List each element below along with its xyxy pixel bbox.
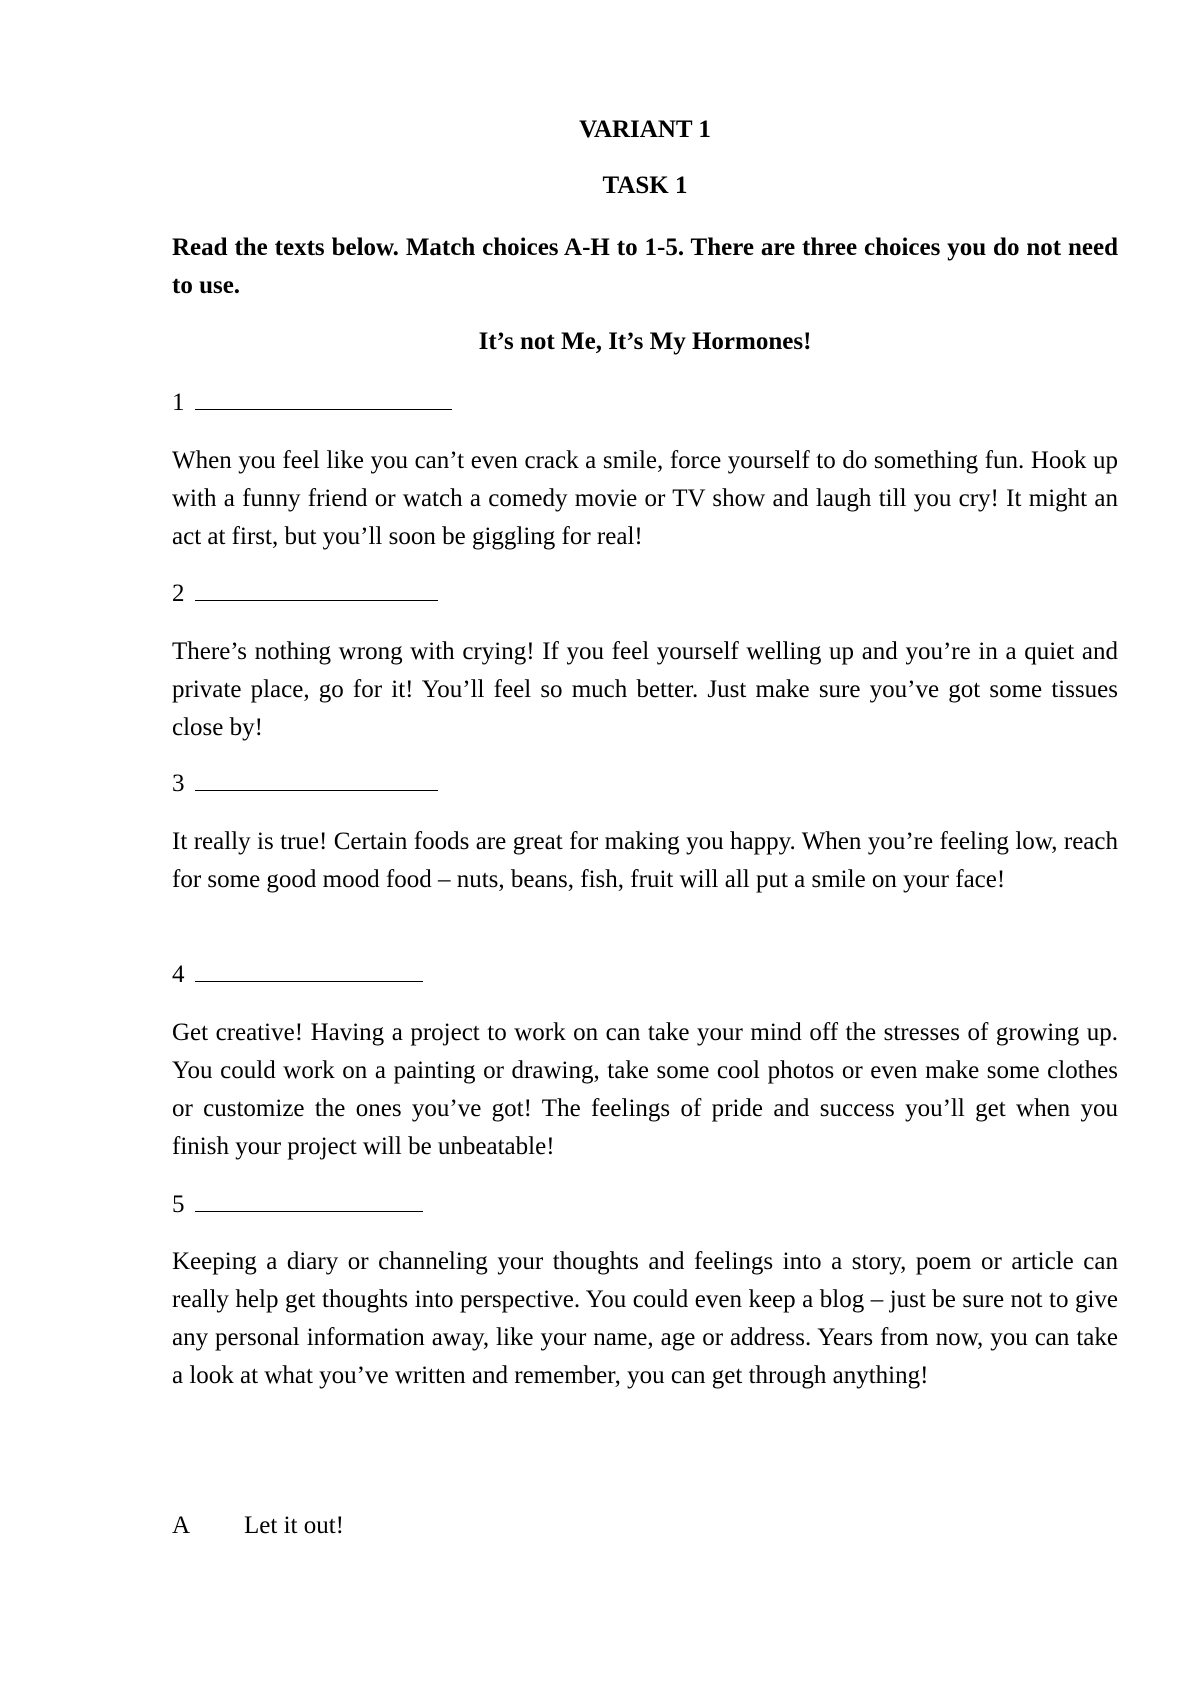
- answer-gap-5[interactable]: [172, 1191, 423, 1219]
- answer-gap-2[interactable]: [172, 580, 438, 608]
- answer-gap-4[interactable]: [172, 961, 423, 989]
- paragraph-1: When you feel like you can’t even crack a smile, force yourself to do something fun. Hook up with a funny friend or watch a comedy movie or TV show and laugh till you cry! It might an act at first, but you’ll soon be giggling for real!: [172, 447, 1118, 550]
- choice-letter: A: [172, 1512, 191, 1539]
- gap-number: 5: [172, 1191, 185, 1218]
- answer-blank[interactable]: [195, 389, 452, 410]
- paragraph-2: There’s nothing wrong with crying! If you feel yourself welling up and you’re in a quiet and private place, go for it! You’ll feel so much better. Just make sure you’ve got some tissues close by!: [172, 638, 1118, 741]
- choice-text: Let it out!: [244, 1512, 344, 1539]
- paragraph-5: Keeping a diary or channeling your thoughts and feelings into a story, poem or article can really help get thoughts into perspective. You could even keep a blog – just be sure not to give any personal information away, like your name, age or address. Years from now, you can take a look at what you’ve written and remember, you can get through anything!: [172, 1248, 1118, 1389]
- task-instruction: Read the texts below. Match choices A-H to 1-5. There are three choices you do not need to use.: [172, 234, 1118, 299]
- gap-number: 1: [172, 389, 185, 416]
- answer-blank[interactable]: [195, 770, 438, 791]
- answer-blank[interactable]: [195, 580, 438, 601]
- answer-blank[interactable]: [195, 1191, 423, 1212]
- choice-a: [172, 1512, 344, 1540]
- text-title: It’s not Me, It’s My Hormones!: [478, 328, 812, 355]
- task-heading: TASK 1: [602, 172, 688, 199]
- answer-blank[interactable]: [195, 961, 423, 982]
- variant-heading: VARIANT 1: [579, 116, 711, 143]
- answer-gap-3[interactable]: [172, 770, 438, 798]
- gap-number: 3: [172, 770, 185, 797]
- gap-number: 4: [172, 961, 185, 988]
- gap-number: 2: [172, 580, 185, 607]
- paragraph-4: Get creative! Having a project to work on can take your mind off the stresses of growing up. You could work on a painting or drawing, take some cool photos or even make some clothes or customize the ones you’ve got! The feelings of pride and success you’ll get when you finish your project will be unbeatable!: [172, 1019, 1118, 1160]
- answer-gap-1[interactable]: [172, 389, 452, 417]
- paragraph-3: It really is true! Certain foods are great for making you happy. When you’re feeling low, reach for some good mood food – nuts, beans, fish, fruit will all put a smile on your face!: [172, 828, 1118, 893]
